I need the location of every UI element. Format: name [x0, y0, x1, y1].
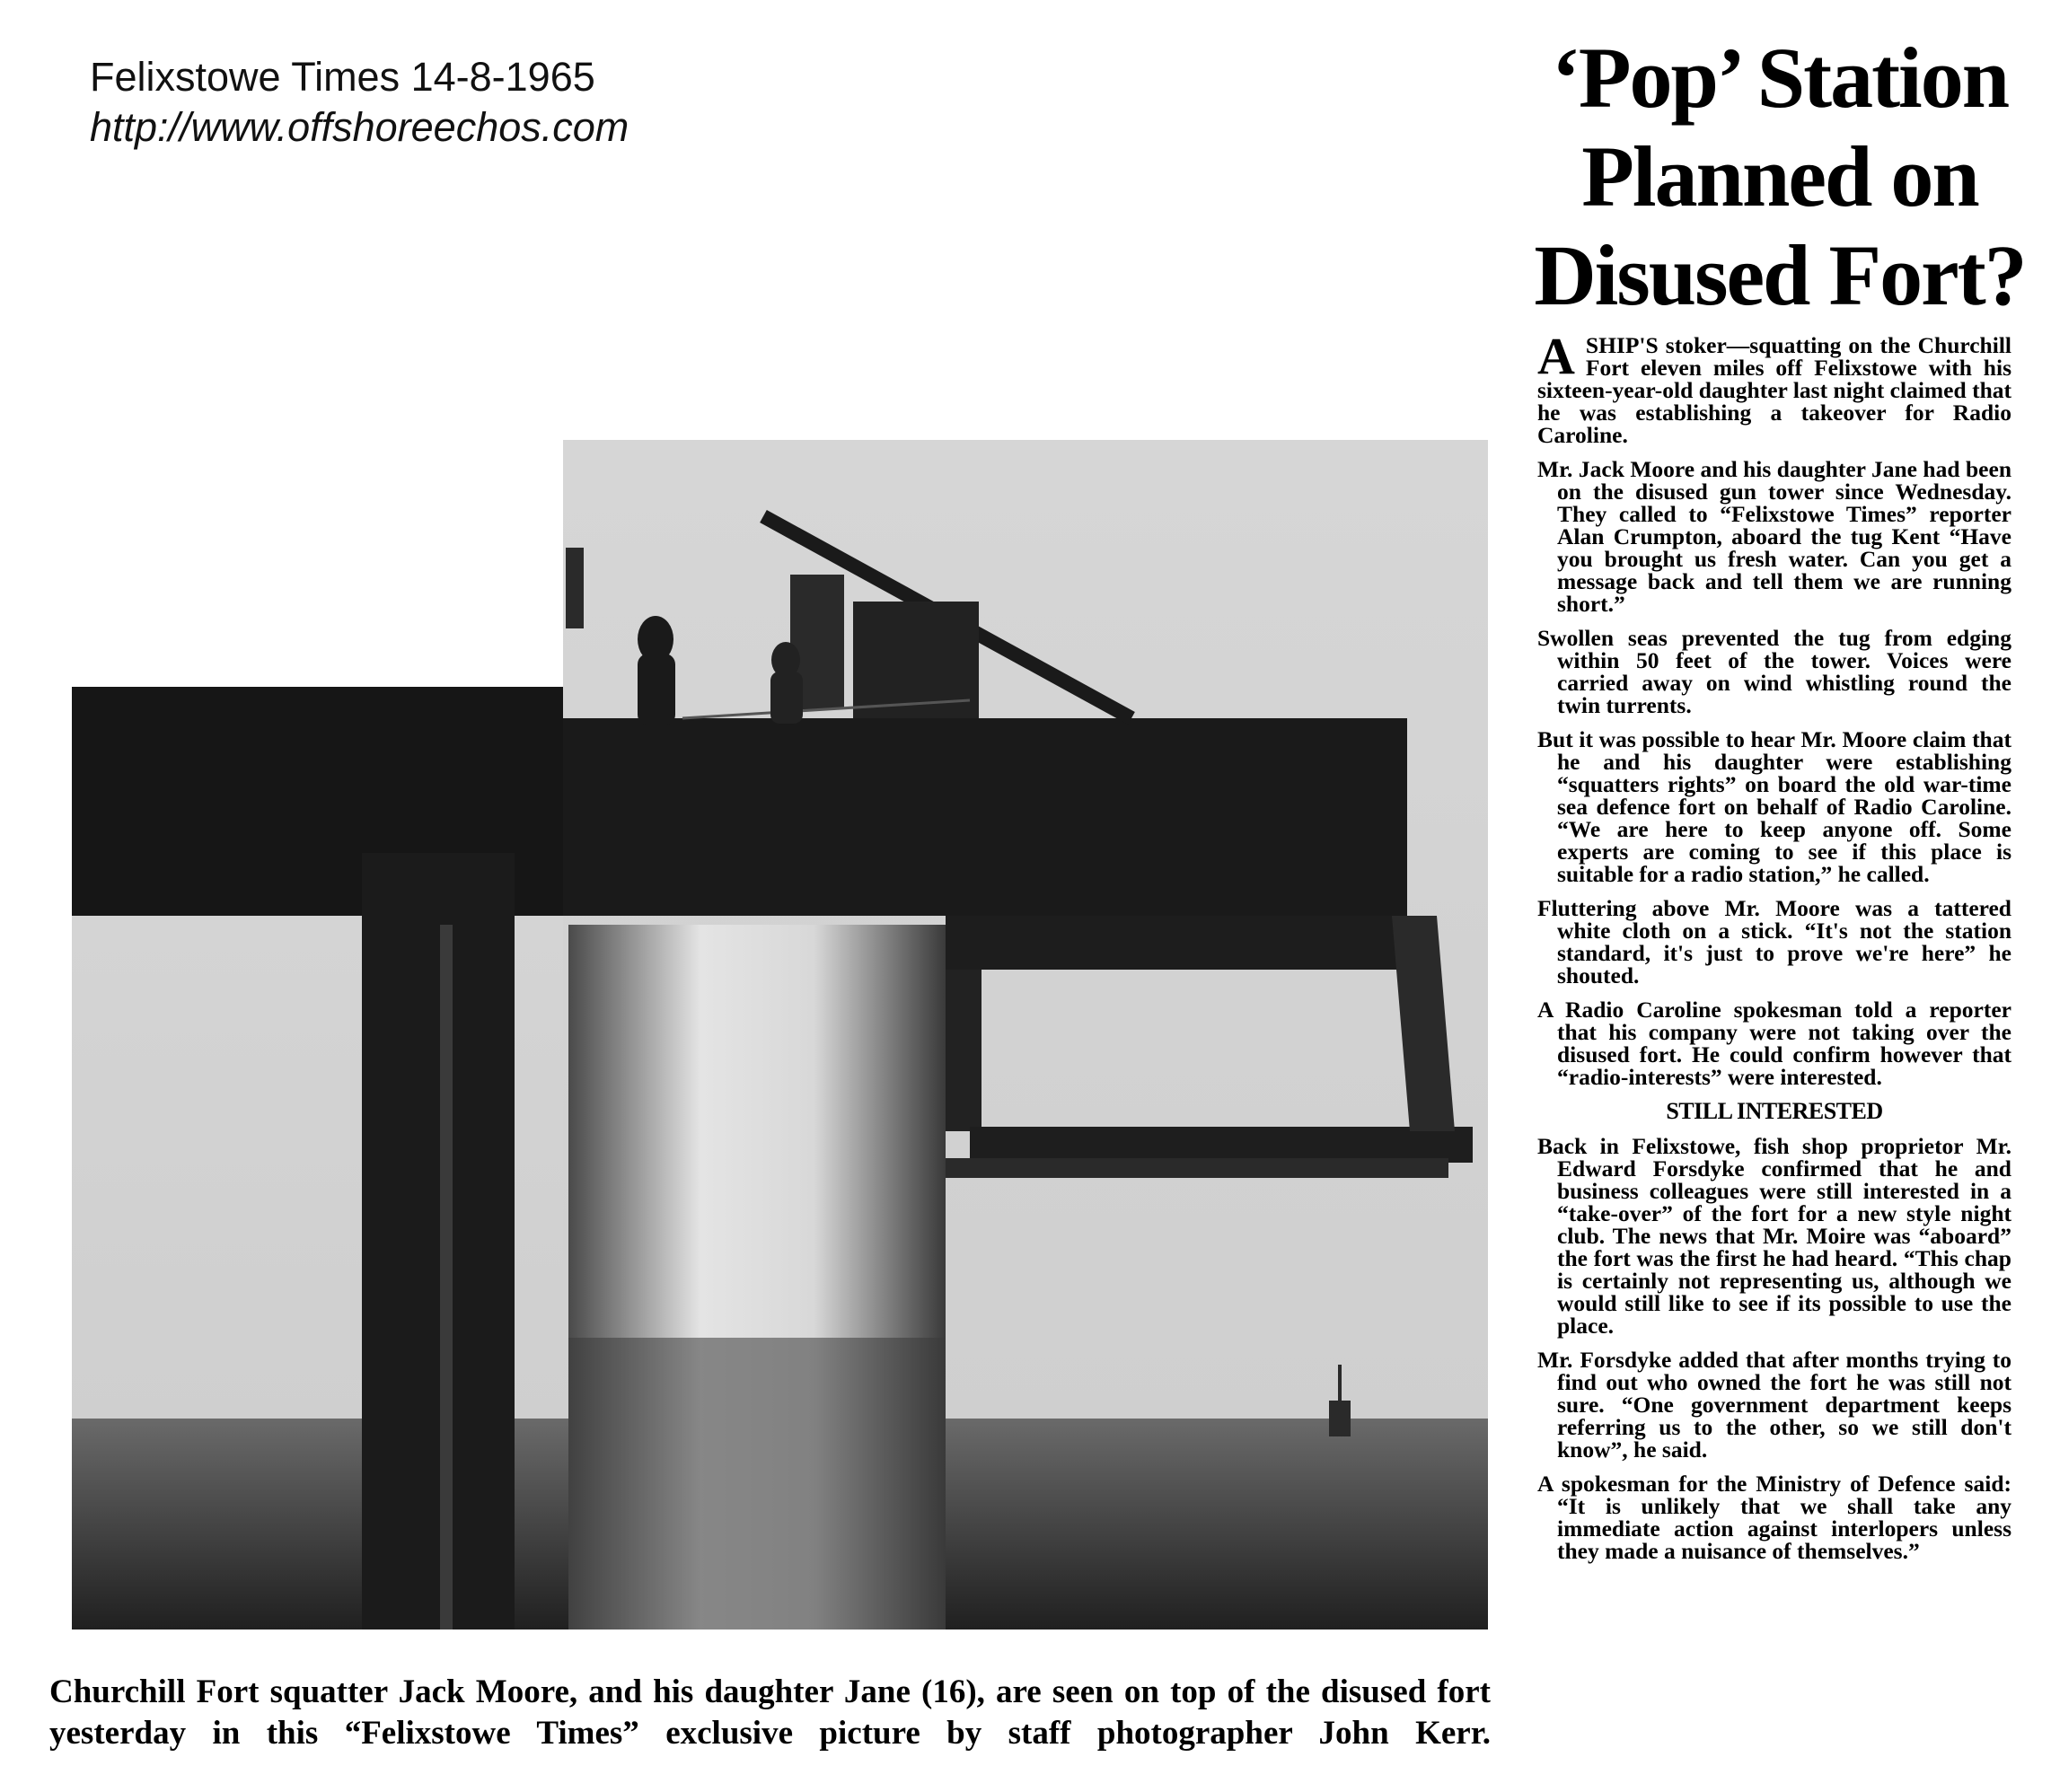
article-paragraph-7: Back in Felixstowe, fish shop proprietor Mr. Edward Forsdyke confirmed that he and business colleagues were still interested in a “take-over” of the fort for a new style night club. The news that Mr. Moire was “aboard” the fort was the first he had heard. “This chap is certainly not representing us, although we would still like to see if its possible to use the place.: [1537, 1133, 2011, 1339]
drop-cap: A: [1537, 327, 1575, 385]
photo-caption: Churchill Fort squatter Jack Moore, and his daughter Jane (16), are seen on top of the disused fort yesterday in this “Felixstowe Times” exclusive picture by staff photographer John Kerr.: [49, 1673, 1491, 1752]
article-paragraph-2: Mr. Jack Moore and his daughter Jane had been on the disused gun tower since Wednesday. They called to “Felixstowe Times” reporter Alan Crumpton, aboard the tug Kent “Have you brought us fresh water. Can you get a message back and tell them we are running short.”: [1537, 456, 2011, 617]
article-paragraph-3: Swollen seas prevented the tug from edging within 50 feet of the tower. Voices were carried away on wind whistling round the twin turrents.: [1537, 625, 2011, 718]
headline-line-2: Planned on: [1581, 128, 1978, 224]
article-paragraph-9: A spokesman for the Ministry of Defence said: “It is unlikely that we shall take any immediate action against interlopers unless they made a nuisance of themselves.”: [1537, 1471, 2011, 1564]
article-subhead: STILL INTERESTED: [1666, 1098, 1883, 1124]
headline: [1527, 29, 2033, 325]
headline-line-1: ‘Pop’ Station: [1551, 30, 2009, 126]
article-paragraph-1: [1537, 327, 2011, 448]
article-paragraph-8: Mr. Forsdyke added that after months trying to find out who owned the fort he was still not sure. “One government department keeps referring us to the other, so we still don't know”, he said.: [1537, 1347, 2011, 1463]
fort-photograph: [72, 440, 1488, 1629]
source-url[interactable]: http://www.offshoreechos.com: [90, 104, 629, 150]
article-paragraph-1-text: SHIP'S stoker—squatting on the Churchill Fort eleven miles off Felixstowe with his sixteen-year-old daughter last night claimed that he was establishing a takeover for Radio Caroline.: [1537, 332, 2011, 448]
article-paragraph-4: But it was possible to hear Mr. Moore claim that he and his daughter were establishing “squatters rights” on board the old war-time sea defence fort on behalf of Radio Caroline. “We are here to keep anyone off. Some experts are coming to see if this place is suitable for a radio station,” he called.: [1537, 726, 2011, 887]
article-paragraph-6: A Radio Caroline spokesman told a reporter that his company were not taking over the disused fort. He could confirm however that “radio-interests” were interested.: [1537, 997, 2011, 1090]
article-body: [1537, 327, 2011, 1574]
article-paragraph-5: Fluttering above Mr. Moore was a tattered white cloth on a stick. “It's not the station standard, it's just to prove we're here” he shouted.: [1537, 895, 2011, 988]
source-title: Felixstowe Times 14-8-1965: [90, 54, 595, 100]
source-citation: [90, 52, 629, 153]
headline-line-3: Disused Fort?: [1534, 227, 2026, 323]
